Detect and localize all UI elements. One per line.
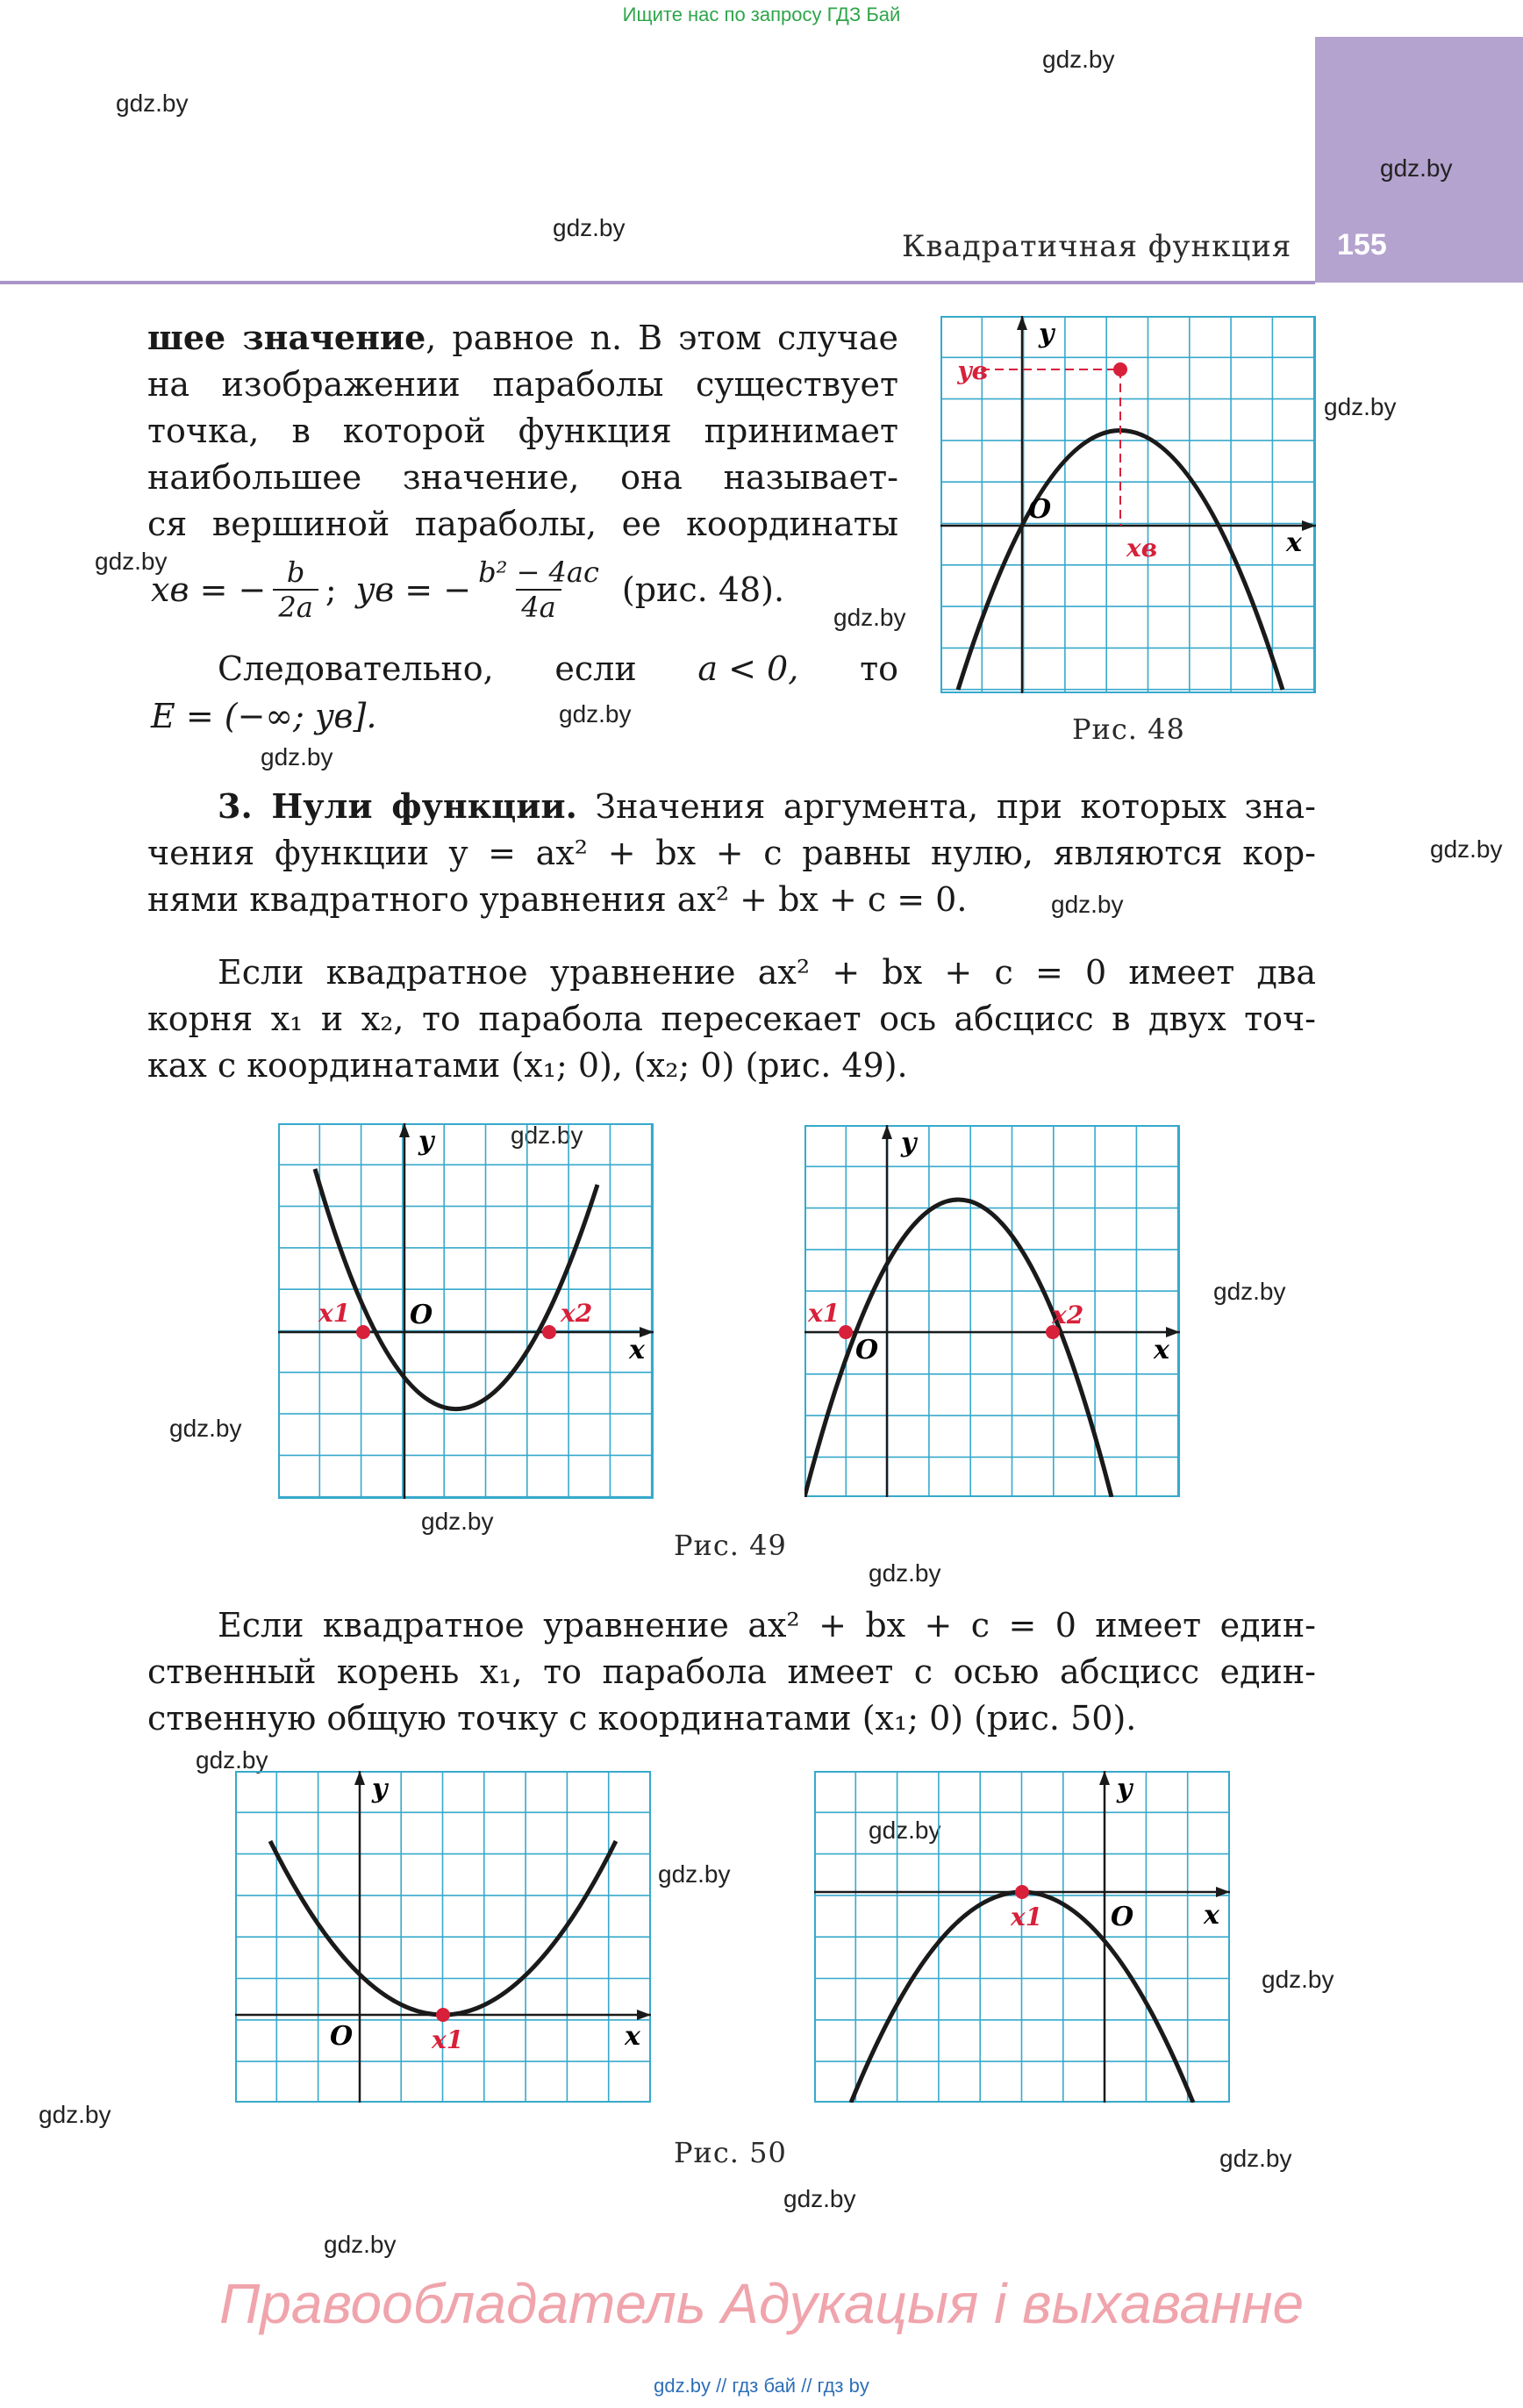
x1-label: x1 [318,1299,351,1328]
header-rule [0,281,1315,284]
paragraph-two-roots [147,950,1316,1089]
text-line: наибольшее значение, она называет- [147,458,898,497]
text-word: то [860,649,898,688]
watermark: gdz.by [116,90,189,117]
figure-48-graph [940,316,1316,693]
watermark: gdz.by [783,2185,856,2212]
y-axis-arrow [399,1123,410,1137]
root-point-x1 [356,1325,370,1339]
y-label: y [1117,1774,1133,1804]
y-label: y [418,1126,434,1157]
xv-label: xв [1126,534,1158,563]
watermark: gdz.by [869,1817,941,1844]
vertex-point [1113,362,1127,376]
y-label: y [901,1128,917,1158]
parabola-curve [804,1200,1112,1497]
figure-50-right-graph [814,1771,1230,2103]
fraction-denominator: 4a [516,589,561,624]
text-line: ственный корень x₁, то парабола имеет с осью абсцисс един- [147,1652,1316,1691]
page-number: 155 [1337,228,1387,262]
watermark: gdz.by [1380,154,1453,182]
text-line: Значения аргумента, при которых зна- [576,787,1317,826]
watermark: gdz.by [1213,1278,1286,1305]
watermark: gdz.by [324,2231,397,2258]
watermark: gdz.by [196,1746,268,1774]
y-label: y [1039,319,1055,349]
figure-48-caption: Рис. 48 [1072,713,1185,746]
watermark: gdz.by [39,2101,111,2128]
y-axis-arrow [354,1771,365,1785]
watermark: gdz.by [658,1860,731,1888]
x2-label: x2 [561,1299,593,1328]
text-line: , равное n. В этом случае [425,319,898,357]
watermark: gdz.by [1262,1966,1334,1993]
text-line: ся вершиной параболы, ее координаты [147,505,898,543]
section-title: 3. Нули функции. [218,786,577,826]
formula-xv: xв = − [151,570,267,609]
grid-border [805,1126,1179,1496]
text-line: ках с координатами (x₁; 0), (x₂; 0) (рис. 49). [147,1046,908,1085]
watermark: gdz.by [261,743,333,770]
origin-label: O [330,2021,354,2052]
x-label: x [1286,527,1302,558]
fraction-numerator: b [286,555,305,589]
y-axis-arrow [882,1125,892,1139]
x2-label: x2 [1052,1301,1084,1329]
text-word: Следовательно, [218,649,494,688]
yv-label: yв [957,356,988,385]
y-axis-arrow [1017,316,1027,330]
fraction-numerator: b² − 4ac [478,555,599,589]
section-zeros [147,783,1316,923]
text-line: ственную общую точку с координатами (x₁; 0) (рис. 50). [147,1699,1137,1738]
fraction-xv [273,555,318,624]
figure-49-left-graph [278,1123,654,1499]
figure-50-left-graph [235,1771,651,2103]
root-point-x1 [1015,1885,1029,1899]
figure-49-caption: Рис. 49 [674,1529,787,1562]
paragraph-vertex [147,314,898,548]
grid [804,1125,1180,1497]
x-label: x [1204,1900,1219,1931]
y-label: y [372,1774,388,1804]
paragraph-single-root [147,1602,1316,1742]
text-word: a < 0, [697,649,799,688]
fraction-yv [478,555,599,624]
paragraph-range [218,646,898,692]
watermark: gdz.by [169,1415,242,1442]
copyright-watermark: Правообладатель Адукацыя і выхаванне [218,2272,1305,2335]
watermark: gdz.by [869,1559,941,1587]
watermark: gdz.by [95,548,168,575]
origin-label: O [1028,494,1052,525]
root-point-x2 [542,1325,556,1339]
text-line: Если квадратное уравнение ax² + bx + c = 0 имеет два [218,953,1316,992]
text-word: если [554,649,637,688]
text-line: нями квадратного уравнения ax² + bx + c = 0. [147,880,968,919]
range-formula: E = (−∞; yв]. [151,697,377,735]
watermark: gdz.by [1219,2145,1292,2172]
y-axis-arrow [1099,1771,1110,1785]
bottom-links[interactable]: gdz.by // гдз бай // гдз by [654,2375,869,2397]
text-line: чения функции y = ax² + bx + c равны нулю, являются кор- [147,834,1316,872]
watermark: gdz.by [1042,46,1115,73]
term-max-value: шее значение [147,318,426,357]
x-label: x [629,1335,645,1365]
x1-label: x1 [808,1299,840,1328]
grid-border [941,317,1315,692]
figure-50-caption: Рис. 50 [674,2136,787,2169]
text-line: на изображении параболы существует [147,365,898,404]
vertex-formula [151,553,784,627]
origin-label: O [410,1300,433,1330]
running-title: Квадратичная функция [902,229,1292,264]
x1-label: x1 [432,2025,464,2054]
watermark: gdz.by [833,604,906,631]
x-label: x [1154,1335,1169,1365]
root-point-x1 [436,2008,450,2022]
text-line: точка, в которой функция принимает [147,412,898,450]
watermark: gdz.by [1430,835,1503,863]
x1-label: x1 [1011,1903,1043,1931]
grid [940,316,1316,693]
watermark: gdz.by [559,700,632,727]
formula-separator: ; [325,570,337,609]
figure-ref: (рис. 48). [621,570,785,609]
watermark: gdz.by [511,1122,583,1149]
fraction-denominator: 2a [273,589,318,624]
formula-yv: yв = − [355,570,472,609]
root-point-x1 [839,1325,853,1339]
top-promo-text[interactable]: Ищите нас по запросу ГДЗ Бай [622,4,901,25]
watermark: gdz.by [1324,393,1397,420]
text-line: корня x₁ и x₂, то парабола пересекает ось абсцисс в двух точ- [147,1000,1316,1038]
figure-49-right-graph [804,1125,1180,1497]
watermark: gdz.by [553,214,626,241]
origin-label: O [855,1335,879,1365]
origin-label: O [1111,1902,1134,1932]
x-axis-arrow [637,2010,651,2020]
x-label: x [625,2021,640,2052]
watermark: gdz.by [421,1508,494,1535]
grid [814,1771,1230,2103]
watermark: gdz.by [1051,891,1124,918]
text-line: Если квадратное уравнение ax² + bx + c = 0 имеет един- [218,1606,1316,1645]
